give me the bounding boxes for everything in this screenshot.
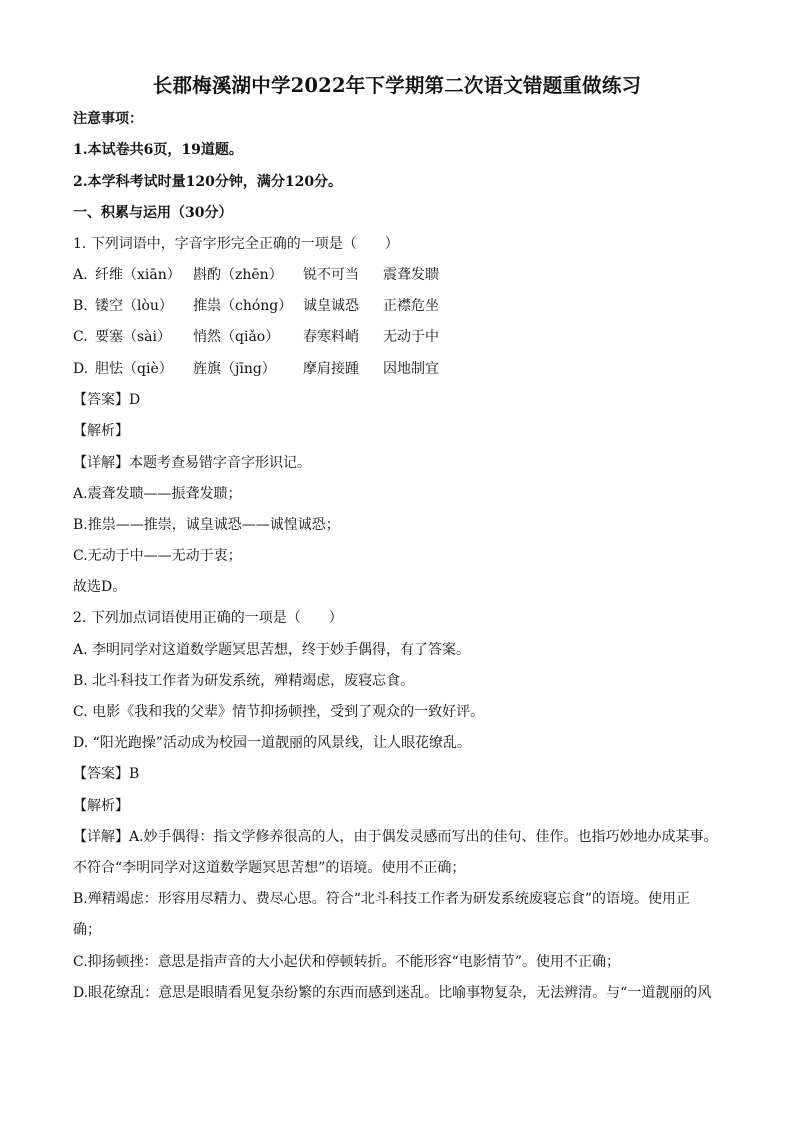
question-1-option-b — [73, 297, 439, 315]
question-1-explain-line: C.无动于中——无动于衷； — [73, 548, 242, 564]
option-letter: B. — [73, 298, 88, 314]
question-1-detail: 【详解】本题考查易错字音字形识记。 — [73, 455, 311, 471]
option-word: 要塞（sài） — [95, 329, 172, 345]
option-word: 推祟（chóng） — [193, 298, 293, 314]
option-word: 震聋发聩 — [383, 267, 439, 283]
question-2-option-c: C. 电影《我和我的父辈》情节抑扬顿挫，受到了观众的一致好评。 — [73, 704, 485, 720]
question-2-option-b: B. 北斗科技工作者为研发系统，殚精竭虑，废寝忘食。 — [73, 673, 415, 689]
option-word: 胆怯（qiè） — [95, 361, 173, 377]
option-word: 诚皇诚恐 — [303, 298, 359, 314]
question-1-explain-line: 故选D。 — [73, 579, 127, 595]
option-word: 纤维（xiān） — [95, 267, 181, 283]
question-2-detail-line: 【详解】A.妙手偶得：指文学修养很高的人，由于偶发灵感而写出的佳句、佳作。也指巧妙地办成某事。 — [73, 829, 718, 845]
option-letter: C. — [73, 329, 88, 345]
question-2-detail-line: 不符合“李明同学对这道数学题冥思苦想”的语境。使用不正确； — [73, 860, 466, 876]
question-2-stem: 2. 下列加点词语使用正确的一项是（ ） — [73, 610, 343, 626]
option-word: 锐不可当 — [303, 267, 359, 283]
question-2-detail-line: B.殚精竭虑：形容用尽精力、费尽心思。符合“北斗科技工作者为研发系统废寝忘食”的语境。使用正 — [73, 891, 691, 907]
question-1-explain-line: B.推祟——推崇，诚皇诚恐——诚惶诚恐； — [73, 517, 340, 533]
option-word: 因地制宜 — [383, 361, 439, 377]
option-word: 摩肩接踵 — [303, 361, 359, 377]
question-2-detail-line: 确； — [73, 922, 101, 938]
question-1-answer: 【答案】D — [73, 392, 141, 408]
question-2-answer: 【答案】B — [73, 766, 140, 782]
section-heading: 一、积累与运用（30分） — [73, 205, 233, 221]
question-1-option-c — [73, 328, 439, 346]
question-2-option-a: A. 李明同学对这道数学题冥思苦想，终于妙手偶得，有了答案。 — [73, 642, 471, 658]
question-1-option-d — [73, 360, 439, 378]
option-word: 旌旗（jīng） — [193, 361, 276, 377]
question-1-explain-line: A.震聋发聩——振聋发聩； — [73, 486, 242, 502]
question-2-analysis-label: 【解析】 — [73, 798, 129, 814]
question-1-analysis-label: 【解析】 — [73, 423, 129, 439]
option-word: 镂空（lòu） — [95, 298, 173, 314]
notice-heading: 注意事项： — [73, 111, 143, 127]
option-word: 正襟危坐 — [383, 298, 439, 314]
question-2-detail-line: D.眼花缭乱：意思是眼睛看见复杂纷繁的东西而感到迷乱。比喻事物复杂，无法辨清。与“一道靓丽的风 — [73, 985, 712, 1001]
notice-item-1: 1.本试卷共6页，19道题。 — [73, 142, 243, 158]
option-letter: D. — [73, 361, 89, 377]
question-1-stem: 1. 下列词语中，字音字形完全正确的一项是（ ） — [73, 236, 399, 252]
option-letter: A. — [73, 267, 88, 283]
question-2-detail-line: C.抑扬顿挫：意思是指声音的大小起伏和停顿转折。不能形容“电影情节”。使用不正确； — [73, 954, 620, 970]
option-word: 无动于中 — [383, 329, 439, 345]
option-word: 悄然（qiǎo） — [193, 329, 280, 345]
option-word: 斟酌（zhēn） — [193, 267, 283, 283]
notice-item-2: 2.本学科考试时量120分钟，满分120分。 — [73, 174, 343, 190]
page-title: 长郡梅溪湖中学2022年下学期第二次语文错题重做练习 — [152, 74, 642, 97]
question-2-option-d: D. “阳光跑操”活动成为校园一道靓丽的风景线，让人眼花缭乱。 — [73, 735, 471, 751]
question-1-option-a — [73, 266, 439, 284]
option-word: 春寒料峭 — [303, 329, 359, 345]
